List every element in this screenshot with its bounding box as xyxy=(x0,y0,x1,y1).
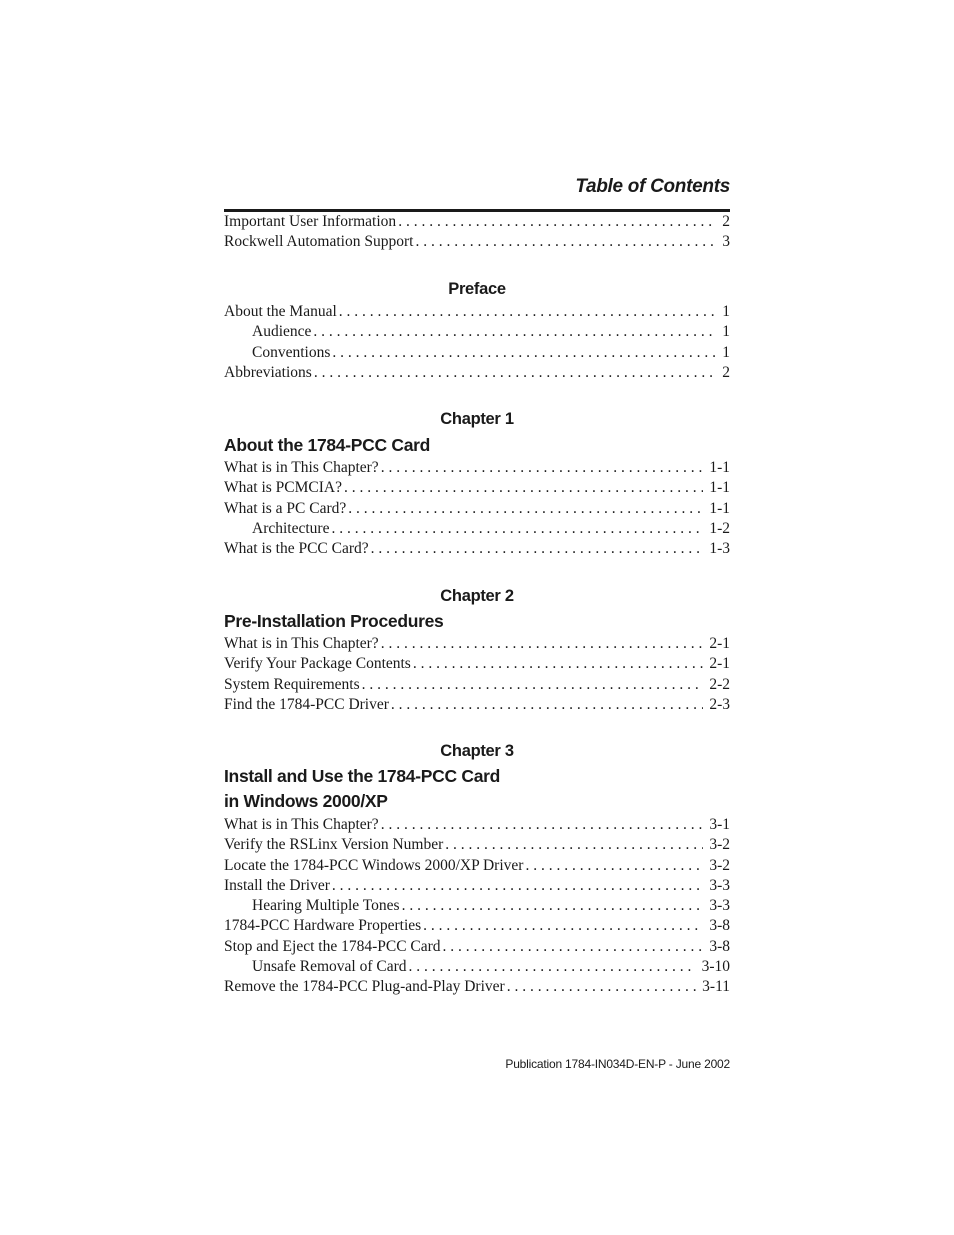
dot-leader xyxy=(423,917,703,935)
toc-entry-title: Audience xyxy=(252,323,312,341)
dot-leader xyxy=(525,857,703,875)
dot-leader xyxy=(332,344,716,362)
toc-entry[interactable] xyxy=(224,655,730,675)
toc-entry-title: Rockwell Automation Support xyxy=(224,233,414,251)
toc-entry-title: Locate the 1784-PCC Windows 2000/XP Driver xyxy=(224,856,524,874)
toc-entry-page: 2-2 xyxy=(709,675,730,693)
dot-leader xyxy=(415,233,716,251)
toc-entry[interactable] xyxy=(224,635,730,655)
toc-entry[interactable] xyxy=(224,917,730,937)
preface-heading: Preface xyxy=(448,280,506,298)
toc-entry-page: 1-1 xyxy=(709,479,730,497)
toc-entry-page: 1-2 xyxy=(709,519,730,537)
toc-entry-title: Abbreviations xyxy=(224,363,312,381)
dot-leader xyxy=(381,635,704,653)
toc-entry[interactable] xyxy=(224,520,730,540)
toc-entry-title: Conventions xyxy=(252,343,331,361)
toc-entry-page: 3-3 xyxy=(709,876,730,894)
chapter-1-label: Chapter 1 xyxy=(440,410,514,428)
toc-entry-title: Stop and Eject the 1784-PCC Card xyxy=(224,937,441,955)
publication-footer: Publication 1784-IN034D-EN-P - June 2002 xyxy=(505,1057,730,1071)
toc-entry[interactable] xyxy=(224,857,730,877)
chapter-1-entries xyxy=(224,459,730,560)
toc-entry-page: 1-1 xyxy=(709,459,730,476)
toc-entry-title: What is in This Chapter? xyxy=(224,816,379,833)
toc-entry[interactable] xyxy=(224,877,730,897)
dot-leader xyxy=(332,877,703,895)
toc-entry-page: 3-8 xyxy=(709,917,730,935)
chapter-3-entries xyxy=(224,816,730,999)
chapter-3-title-line-1: Install and Use the 1784-PCC Card xyxy=(224,766,501,786)
toc-entry[interactable] xyxy=(224,978,730,998)
chapter-2-label: Chapter 2 xyxy=(440,587,514,605)
toc-entry[interactable] xyxy=(224,500,730,520)
toc-entry-title: Verify the RSLinx Version Number xyxy=(224,836,444,854)
chapter-2-entries xyxy=(224,635,730,716)
toc-entry[interactable] xyxy=(224,213,730,233)
dot-leader xyxy=(371,540,704,558)
toc-entry-page: 2-1 xyxy=(709,635,730,652)
toc-entry-title: 1784-PCC Hardware Properties xyxy=(224,917,422,935)
dot-leader xyxy=(445,836,703,854)
dot-leader xyxy=(409,958,696,976)
dot-leader xyxy=(381,816,704,834)
toc-entry-title: Verify Your Package Contents xyxy=(224,655,411,673)
toc-entry-page: 2-1 xyxy=(709,655,730,673)
toc-entry-page: 3-8 xyxy=(709,937,730,955)
dot-leader xyxy=(348,500,703,518)
dot-leader xyxy=(344,479,703,497)
toc-entry-page: 1 xyxy=(722,303,730,320)
toc-entry[interactable] xyxy=(224,459,730,479)
toc-entry[interactable] xyxy=(224,676,730,696)
toc-entry-page: 3-3 xyxy=(709,897,730,915)
toc-entry-page: 1 xyxy=(722,343,730,361)
toc-entry-title: About the Manual xyxy=(224,303,337,320)
toc-entry[interactable] xyxy=(224,897,730,917)
dot-leader xyxy=(362,676,704,694)
dot-leader xyxy=(313,323,716,341)
toc-entry[interactable] xyxy=(224,816,730,836)
chapter-3-title-line-2: in Windows 2000/XP xyxy=(224,791,388,811)
toc-entry-title: Hearing Multiple Tones xyxy=(252,897,400,915)
toc-entry[interactable] xyxy=(224,303,730,323)
toc-entry-title: What is in This Chapter? xyxy=(224,459,379,476)
toc-entry[interactable] xyxy=(224,364,730,384)
toc-entry-title: What is PCMCIA? xyxy=(224,479,342,497)
toc-entry-page: 3 xyxy=(722,233,730,251)
toc-entry-title: What is in This Chapter? xyxy=(224,635,379,652)
dot-leader xyxy=(443,938,704,956)
toc-entry-title: Unsafe Removal of Card xyxy=(252,958,407,976)
toc-entry-page: 2 xyxy=(722,363,730,381)
toc-entry[interactable] xyxy=(224,540,730,560)
toc-entry[interactable] xyxy=(224,344,730,364)
dot-leader xyxy=(398,213,716,231)
front-entries xyxy=(224,213,730,254)
dot-leader xyxy=(391,696,703,714)
dot-leader xyxy=(402,897,704,915)
chapter-1-title: About the 1784-PCC Card xyxy=(224,435,431,455)
toc-entry[interactable] xyxy=(224,233,730,253)
title-rule xyxy=(224,209,730,212)
toc-entry-page: 2 xyxy=(722,213,730,230)
dot-leader xyxy=(314,364,716,382)
toc-entry-page: 3-11 xyxy=(702,978,730,996)
toc-entry[interactable] xyxy=(224,938,730,958)
preface-entries xyxy=(224,303,730,384)
chapter-3-label: Chapter 3 xyxy=(440,742,514,760)
toc-entry[interactable] xyxy=(224,836,730,856)
dot-leader xyxy=(331,520,703,538)
toc-entry[interactable] xyxy=(224,958,730,978)
dot-leader xyxy=(339,303,716,321)
dot-leader xyxy=(507,978,696,996)
toc-entry-page: 3-1 xyxy=(709,816,730,833)
toc-entry-page: 2-3 xyxy=(709,695,730,713)
toc-entry-page: 1-1 xyxy=(709,499,730,517)
toc-entry-title: What is a PC Card? xyxy=(224,499,347,517)
toc-entry-title: System Requirements xyxy=(224,675,360,693)
toc-entry-title: Find the 1784-PCC Driver xyxy=(224,695,389,713)
toc-entry-page: 3-2 xyxy=(709,856,730,874)
toc-entry-title: Remove the 1784-PCC Plug-and-Play Driver xyxy=(224,978,505,996)
toc-entry-page: 3-2 xyxy=(709,836,730,854)
toc-entry-title: What is the PCC Card? xyxy=(224,540,369,558)
dot-leader xyxy=(413,655,703,673)
toc-entry[interactable] xyxy=(224,479,730,499)
toc-entry-title: Install the Driver xyxy=(224,876,330,894)
toc-title: Table of Contents xyxy=(575,176,730,197)
toc-entry[interactable] xyxy=(224,323,730,343)
chapter-2-title: Pre-Installation Procedures xyxy=(224,611,444,631)
toc-entry-page: 1-3 xyxy=(709,540,730,558)
toc-entry-title: Architecture xyxy=(252,519,330,537)
toc-page xyxy=(224,0,730,1235)
toc-entry[interactable] xyxy=(224,696,730,716)
toc-entry-page: 3-10 xyxy=(701,958,730,976)
dot-leader xyxy=(381,459,704,477)
toc-entry-title: Important User Information xyxy=(224,213,397,230)
toc-entry-page: 1 xyxy=(722,323,730,341)
